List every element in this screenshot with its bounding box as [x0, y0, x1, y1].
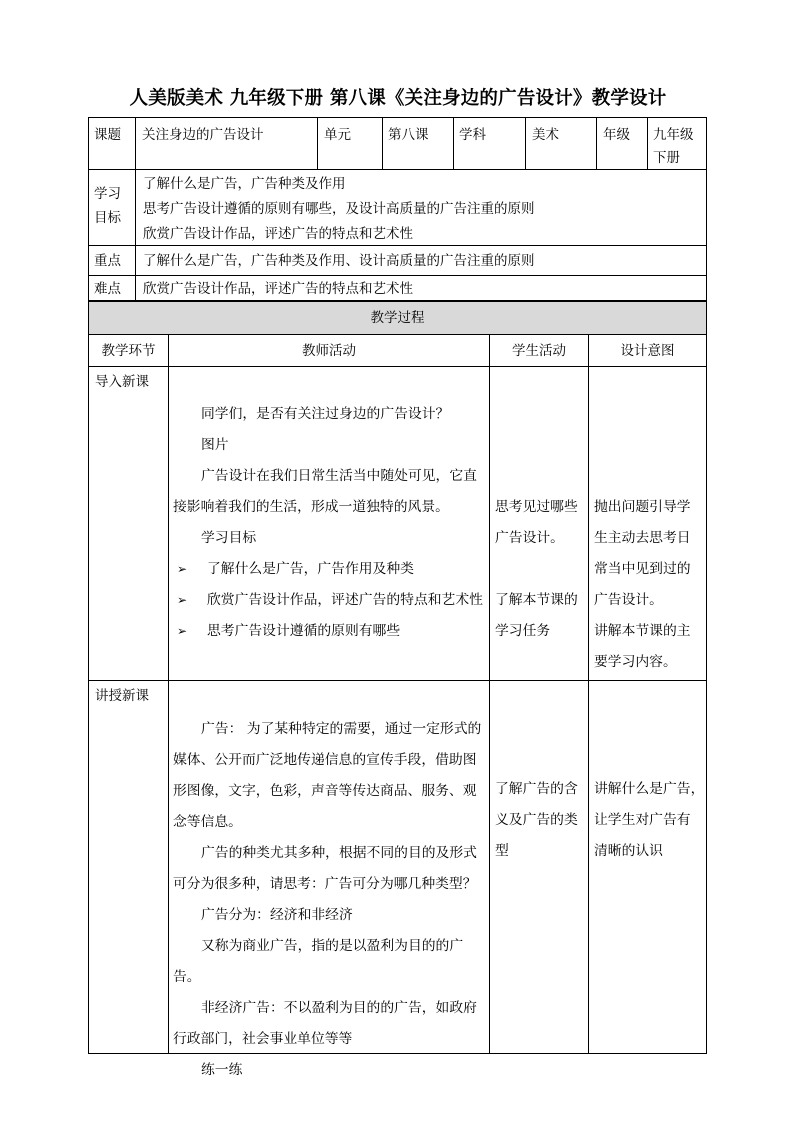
difficulty-label: 难点 [94, 281, 121, 297]
list-item: ➢ 欣赏广告设计作品，评述广告的特点和艺术性 [177, 592, 483, 608]
teacher-activity: 同学们，是否有关注过身边的广告设计？ 图片 广告设计在我们日常生活当中随处可见，它直接影响着我们的生活，形成一道独特的风景。 学习目标 ➢ 了解什么是广告，广告作用及种类 ➢ 欣赏广告设计作品，评述广告的特点和艺术性 ➢ 思考广告设计遵循的原则有哪些 [173, 399, 483, 647]
topic-label: 课题 [94, 127, 121, 143]
design-intent: 讲解什么是广告， 让学生对广告有 清晰的认识 [594, 781, 705, 859]
column-header-stage: 教学环节 [101, 343, 156, 359]
unit-label: 单元 [324, 127, 351, 143]
difficulty-value: 欣赏广告设计作品，评述广告的特点和艺术性 [143, 281, 413, 297]
process-table [88, 301, 707, 1078]
document-title: 人美版美术 九年级下册 第八课《关注身边的广告设计》教学设计 [129, 88, 667, 109]
topic-value: 关注身边的广告设计 [142, 127, 264, 143]
objective-item: 了解什么是广告，广告种类及作用 [143, 176, 346, 192]
unit-value: 第八课 [388, 127, 429, 143]
stage-name: 导入新课 [95, 374, 149, 390]
student-activity: 了解广告的含 义及广告的类 型 [495, 781, 578, 859]
list-item: ➢ 了解什么是广告，广告作用及种类 [177, 561, 414, 577]
design-intent: 抛出问题引导学 生主动去思考日 常当中见到过的 广告设计。 讲解本节课的主 要学习内容。 [594, 499, 691, 670]
list-item: ➢ 思考广告设计遵循的原则有哪些 [177, 623, 401, 639]
key-point-value: 了解什么是广告，广告种类及作用、设计高质量的广告注重的原则 [143, 253, 535, 269]
objective-item: 欣赏广告设计作品，评述广告的特点和艺术性 [143, 226, 413, 242]
key-point-label: 重点 [94, 253, 121, 269]
stage-name: 讲授新课 [95, 688, 149, 704]
objectives-list [143, 172, 535, 247]
process-header: 教学过程 [370, 310, 425, 326]
column-header-student: 学生活动 [512, 343, 566, 359]
subject-label: 学科 [459, 127, 486, 143]
lesson-info-table [88, 117, 707, 301]
grade-label: 年级 [603, 127, 630, 143]
objective-item: 思考广告设计遵循的原则有哪些，及设计高质量的广告注重的原则 [143, 201, 535, 217]
column-header-intent: 设计意图 [620, 343, 675, 359]
grade-value: 九年级 下册 [653, 127, 694, 166]
teacher-activity: 广告： 为了某种特定的需要，通过一定形式的媒体、公开而广泛地传递信息的宣传手段，借助图形图像，文字，色彩，声音等传达商品、服务、观念等信息。 广告的种类尤其多种，根据不同的目的及形式可分为很多种，请思考：广告可分为哪几种类型？ 广告分为：经济和非经济 又称为商业广告，指的是以盈利为目的的广告。 非经济广告：不以盈利为目的的广告，如政府行政部门，社会事业单位等等 练一练 [173, 721, 482, 1078]
subject-value: 美术 [532, 127, 559, 143]
column-header-teacher: 教师活动 [302, 343, 356, 359]
objectives-label: 学习 目标 [94, 186, 121, 226]
student-activity: 思考见过哪些 广告设计。 了解本节课的 学习任务 [495, 499, 578, 639]
